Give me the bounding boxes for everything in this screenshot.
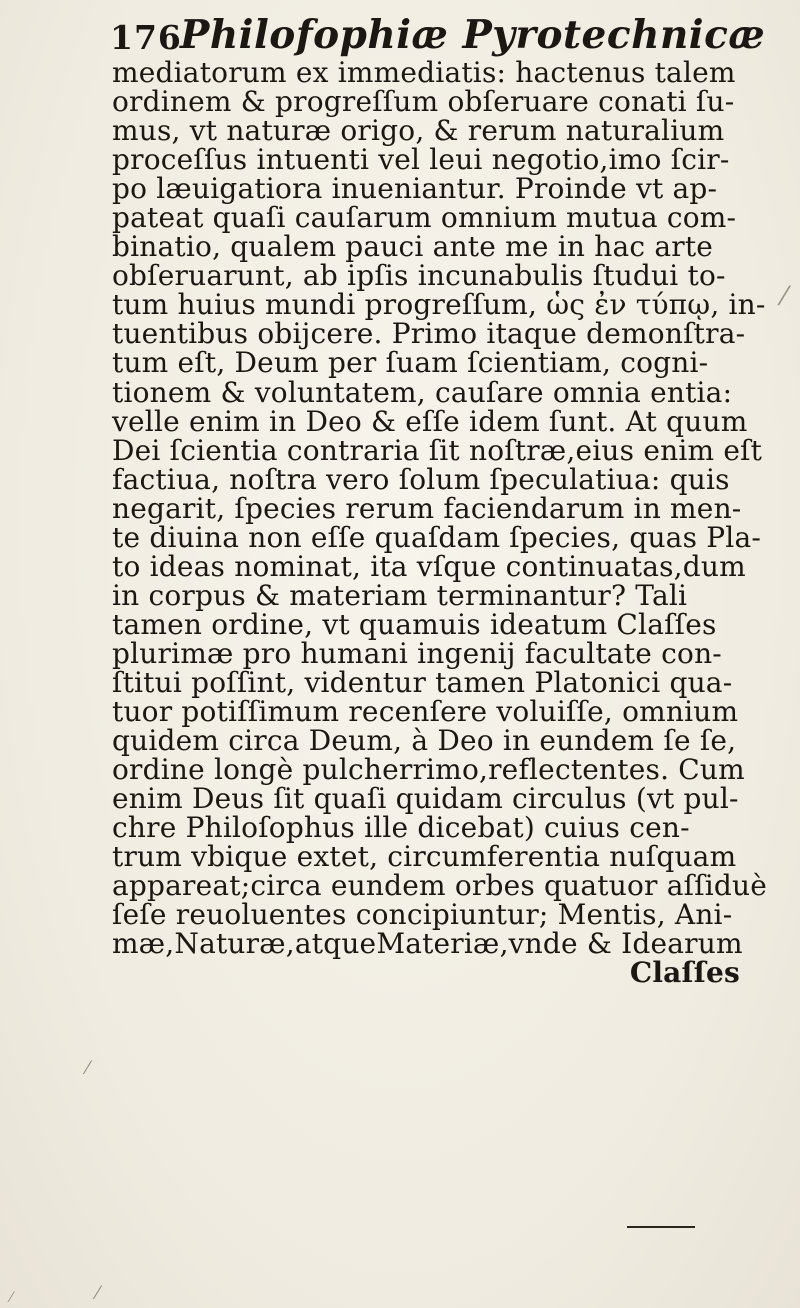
text-line: chre Philoſophus ille dicebat) cuius cen-	[112, 811, 690, 845]
text-line: ſeſe reuoluentes concipiuntur; Mentis, Ani-	[112, 898, 733, 932]
body-text	[112, 58, 800, 988]
text-line: ſtitui poſſint, videntur tamen Platonici qua-	[112, 665, 733, 699]
text-line: mæ,Naturæ,atqueMateriæ,vnde & Idearum	[112, 927, 743, 961]
text-line: velle enim in Deo & eſſe idem ſunt. At quum	[112, 404, 748, 438]
catchword: Claſſes	[629, 956, 740, 990]
text-line: appareat;circa eundem orbes quatuor aſſiduè	[112, 869, 768, 903]
text-line: in corpus & materiam terminantur? Tali	[112, 578, 688, 612]
catchword-rule	[627, 1226, 695, 1228]
text-line: ordine longè pulcherrimo,reflectentes. Cum	[112, 753, 745, 787]
text-line: mediatorum ex immediatis: hactenus talem	[112, 56, 736, 89]
text-line: trum vbique extet, circumferentia nuſquam	[112, 840, 737, 874]
running-title: Philofophiæ Pyrotechnicæ	[180, 12, 766, 58]
text-line: factiua, noſtra vero ſolum ſpeculatiua: quis	[112, 462, 730, 496]
text-line: pateat quaſi cauſarum omnium mutua com-	[112, 201, 737, 235]
text-line: Dei ſcientia contraria ſit noſtræ,eius enim eſt	[112, 433, 763, 467]
text-line: tum eſt, Deum per ſuam ſcientiam, cogni-	[112, 346, 709, 380]
text-line: tuor potiſſimum recenſere voluiſſe, omnium	[112, 695, 739, 729]
margin-tick-mark: ⁄	[782, 282, 787, 312]
text-line: te diuina non eſſe quaſdam ſpecies, quas Pla-	[112, 520, 761, 554]
text-line: po læuigatiora inueniantur. Proinde vt ap-	[112, 172, 718, 206]
page-header	[110, 8, 766, 58]
text-line: tum huius mundi progreſſum, ὡς ἐν τύπῳ, in-	[112, 288, 766, 322]
bottom-stray-mark: ⁄	[96, 1283, 100, 1304]
text-line: ordinem & progreſſum obſeruare conati ſu-	[112, 85, 735, 119]
text-line: binatio, qualem pauci ante me in hac arte	[112, 230, 714, 264]
text-line: tionem & voluntatem, cauſare omnia entia:	[112, 375, 733, 409]
text-line: plurimæ pro humani ingenij facultate con-	[112, 636, 722, 670]
text-line: tuentibus obijcere. Primo itaque demonſtra-	[112, 317, 746, 351]
text-line: quidem circa Deum, à Deo in eundem ſe ſe,	[112, 724, 737, 758]
text-line: mus, vt naturæ origo, & rerum naturalium	[112, 114, 725, 148]
text-line: proceſſus intuenti vel leui negotio,imo ſcir-	[112, 143, 730, 177]
text-line: negarit, ſpecies rerum faciendarum in men-	[112, 491, 742, 525]
corner-stray-mark: ⁄	[10, 1290, 13, 1306]
text-line: enim Deus ſit quaſi quidam circulus (vt pul-	[112, 782, 739, 816]
text-line: to ideas nominat, ita vſque continuatas,dum	[112, 549, 746, 583]
margin-stray-mark: ⁄	[86, 1058, 90, 1079]
text-line: obſeruarunt, ab ipſis incunabulis ſtudui to-	[112, 259, 726, 293]
page-number: 176	[110, 18, 182, 57]
text-line: tamen ordine, vt quamuis ideatum Claſſes	[112, 607, 717, 641]
